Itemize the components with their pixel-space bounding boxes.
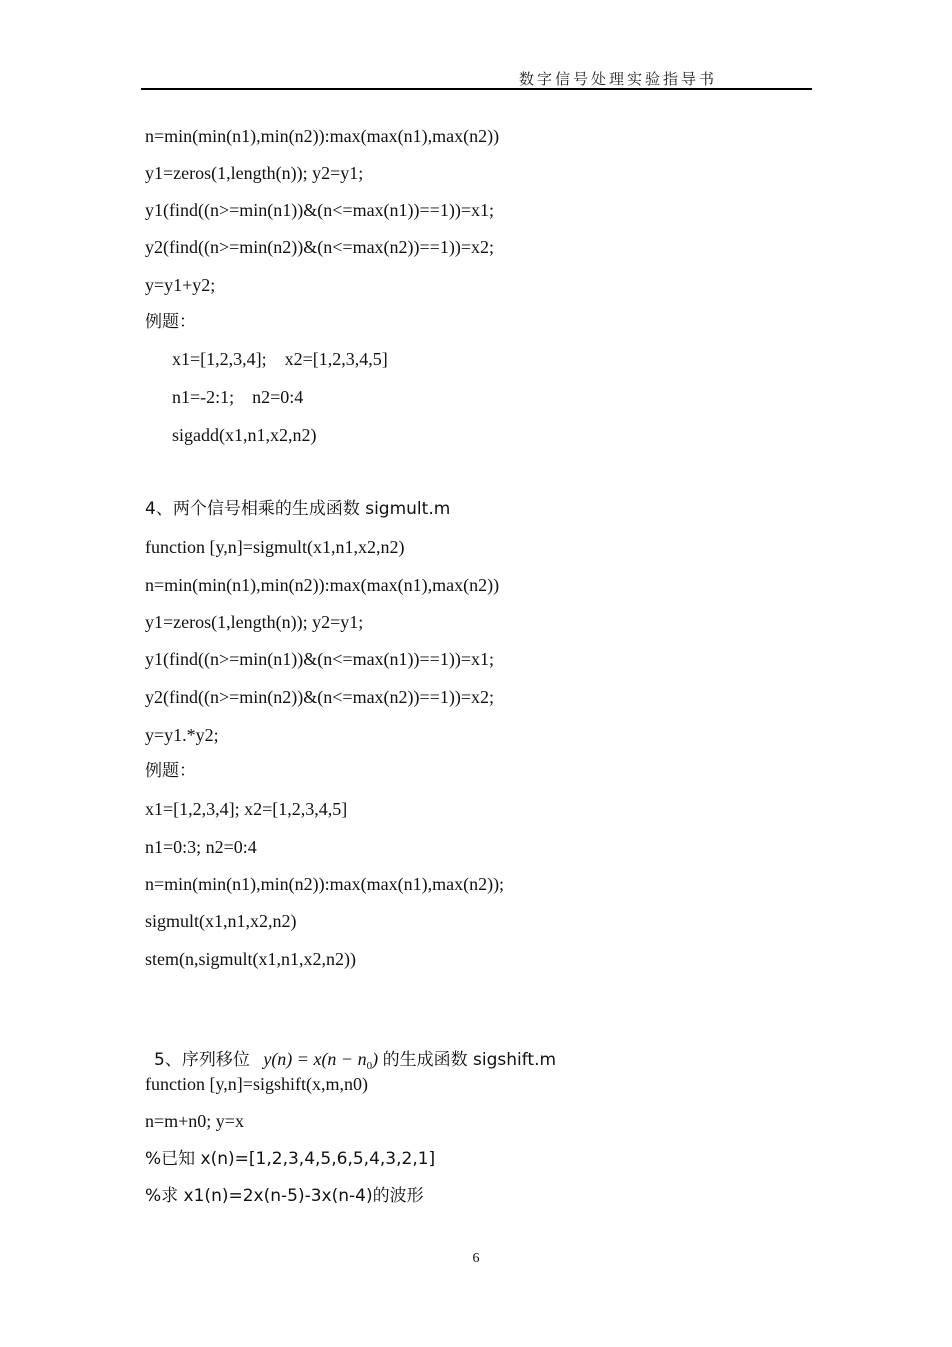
example-line: sigmult(x1,n1,x2,n2)	[145, 911, 297, 931]
code-line: y1=zeros(1,length(n)); y2=y1;	[145, 612, 364, 632]
example-line: stem(n,sigmult(x1,n1,x2,n2))	[145, 949, 356, 969]
code-comment: %求 x1(n)=2x(n-5)-3x(n-4)的波形	[145, 1186, 424, 1206]
code-line: n=m+n0; y=x	[145, 1111, 244, 1131]
code-line: y1(find((n>=min(n1))&(n<=max(n1))==1))=x1;	[145, 200, 494, 220]
example-line: n1=0:3; n2=0:4	[145, 837, 257, 857]
code-line: function [y,n]=sigshift(x,m,n0)	[145, 1074, 368, 1094]
heading-suffix: 的生成函数 sigshift.m	[382, 1050, 557, 1070]
code-line: y1(find((n>=min(n1))&(n<=max(n1))==1))=x1;	[145, 649, 494, 669]
heading-prefix: 5、序列移位	[154, 1050, 250, 1070]
header-rule	[141, 88, 812, 90]
code-line: y2(find((n>=min(n2))&(n<=max(n2))==1))=x2;	[145, 687, 494, 707]
section-heading-sigshift	[145, 1026, 556, 1077]
section-heading-sigmult: 4、两个信号相乘的生成函数 sigmult.m	[145, 499, 451, 519]
formula-close: )	[372, 1049, 379, 1069]
code-line: n=min(min(n1),min(n2)):max(max(n1),max(n2))	[145, 575, 500, 595]
example-line: n1=-2:1; n2=0:4	[172, 387, 304, 407]
example-label: 例题：	[145, 312, 196, 332]
header-title: 数字信号处理实验指导书	[519, 70, 718, 88]
example-line: sigadd(x1,n1,x2,n2)	[172, 425, 317, 445]
code-line: y2(find((n>=min(n2))&(n<=max(n2))==1))=x2;	[145, 237, 494, 257]
code-comment: %已知 x(n)=[1,2,3,4,5,6,5,4,3,2,1]	[145, 1149, 436, 1169]
code-line: y=y1+y2;	[145, 275, 216, 295]
code-line: function [y,n]=sigmult(x1,n1,x2,n2)	[145, 537, 405, 557]
formula-lhs: y(n) = x(n − n	[263, 1049, 367, 1069]
code-line: y1=zeros(1,length(n)); y2=y1;	[145, 163, 364, 183]
example-line: x1=[1,2,3,4]; x2=[1,2,3,4,5]	[145, 799, 348, 819]
code-line: n=min(min(n1),min(n2)):max(max(n1),max(n2))	[145, 126, 500, 146]
example-line: n=min(min(n1),min(n2)):max(max(n1),max(n2));	[145, 874, 505, 894]
example-label: 例题：	[145, 761, 196, 781]
page-number: 6	[472, 1251, 480, 1266]
shift-formula	[263, 1049, 379, 1072]
formula-subscript: 0	[366, 1060, 373, 1072]
code-line: y=y1.*y2;	[145, 725, 219, 745]
example-line: x1=[1,2,3,4]; x2=[1,2,3,4,5]	[172, 349, 388, 369]
